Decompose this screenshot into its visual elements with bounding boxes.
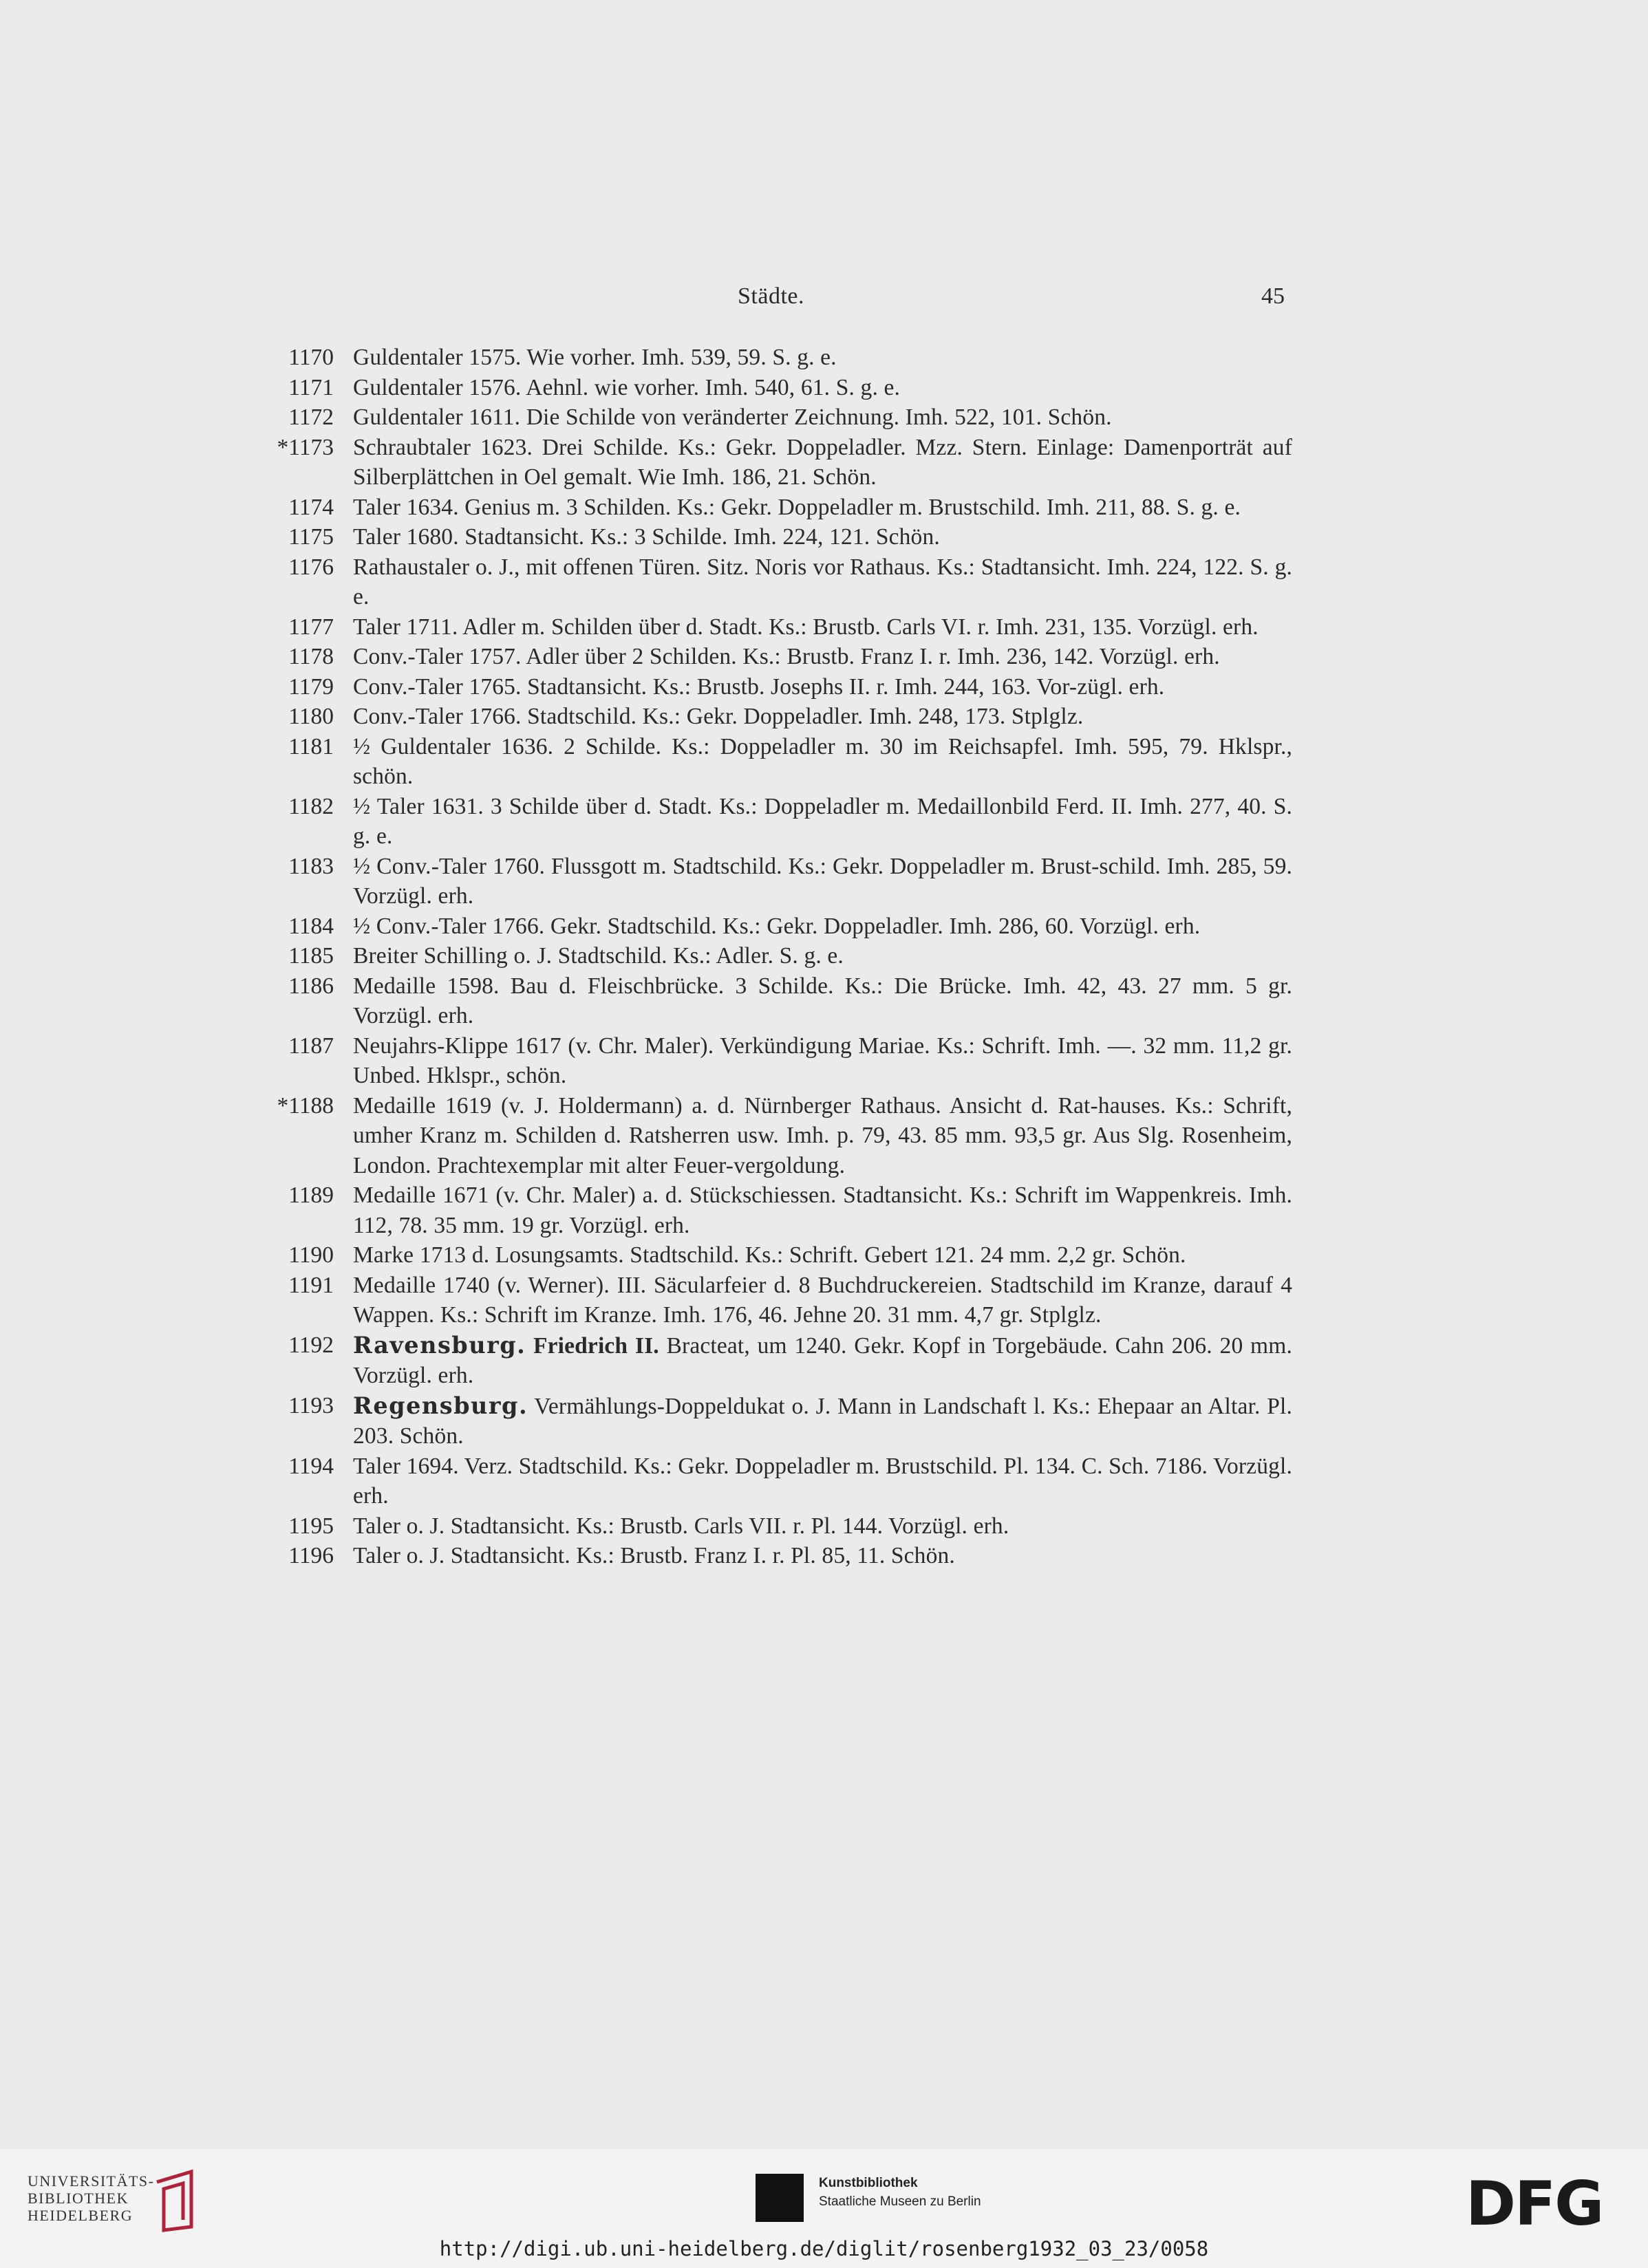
lot-description [353, 1091, 1292, 1181]
lot-number [0, 343, 334, 373]
lot-number-text: 1190 [288, 1242, 334, 1268]
description-text: Taler 1680. Stadtansicht. Ks.: 3 Schilde. Imh. 224, 121. Schön. [353, 524, 940, 550]
description-text: Taler o. J. Stadtansicht. Ks.: Brustb. Franz I. r. Pl. 85, 11. Schön. [353, 1543, 955, 1568]
lot-description [353, 792, 1292, 852]
catalog-entry [0, 1330, 1648, 1391]
lot-description [353, 852, 1292, 911]
lot-number-text: *1188 [277, 1092, 334, 1119]
catalog-entry [0, 1180, 1648, 1240]
description-text: Rathaustaler o. J., mit offenen Türen. Sitz. Noris vor Rathaus. Ks.: Stadtansicht. Imh. 224, 122. S. g. e. [353, 554, 1292, 609]
kb-subtitle: Staatliche Museen zu Berlin [819, 2194, 981, 2209]
lot-description [353, 1451, 1292, 1511]
lot-number-text: 1193 [288, 1392, 334, 1418]
description-text: ½ Guldentaler 1636. 2 Schilde. Ks.: Doppeladler m. 30 im Reichsapfel. Imh. 595, 79. Hklspr., schön. [353, 733, 1292, 789]
lot-number [0, 971, 334, 1002]
lot-number [0, 732, 334, 762]
description-text: Schraubtaler 1623. Drei Schilde. Ks.: Gekr. Doppeladler. Mzz. Stern. Einlage: Damenporträt auf Silberplättchen in Oel gemalt. Wie Imh. 186, 21. Schön. [353, 434, 1292, 490]
lot-description [353, 1541, 1292, 1571]
description-text: Bracteat, um 1240. Gekr. Kopf in Torgebäude. Cahn 206. 20 mm. Vorzügl. erh. [353, 1332, 1292, 1388]
lot-description [353, 373, 1292, 403]
lot-number [0, 672, 334, 702]
catalog-entry [0, 552, 1648, 612]
lot-description [353, 493, 1292, 523]
lot-number [0, 1091, 334, 1121]
running-title: Städte. [738, 283, 804, 309]
lot-number [0, 1511, 334, 1542]
lot-number-text: 1178 [288, 644, 334, 669]
catalog-entry [0, 702, 1648, 732]
catalog-entry [0, 732, 1648, 792]
lot-number-text: 1185 [288, 943, 334, 969]
lot-number-text: 1183 [288, 853, 334, 879]
lot-number [0, 1240, 334, 1271]
lot-number [0, 522, 334, 552]
catalog-entry [0, 1031, 1648, 1091]
lot-number-text: 1196 [288, 1543, 334, 1568]
lot-number-text: 1194 [288, 1453, 334, 1479]
catalog-entry [0, 792, 1648, 852]
catalog-entry [0, 911, 1648, 942]
catalog-entry [0, 672, 1648, 702]
catalog-entry [0, 343, 1648, 373]
lot-number-text: 1181 [288, 733, 334, 759]
dfg-logo: DFG [1466, 2168, 1603, 2239]
lot-number-text: 1179 [288, 673, 334, 700]
lot-description [353, 702, 1292, 732]
lot-number [0, 852, 334, 882]
uni-line: BIBLIOTHEK [28, 2190, 129, 2207]
lot-description [353, 433, 1292, 493]
lot-number-text: 1192 [288, 1332, 334, 1358]
description-text [526, 1333, 533, 1359]
description-text: ½ Conv.-Taler 1760. Flussgott m. Stadtschild. Ks.: Gekr. Doppeladler m. Brust-schild. Imh. 285, 59. Vorzügl. erh. [353, 853, 1292, 909]
kunstbibliothek-logo-icon [756, 2174, 804, 2222]
catalog-entry [0, 941, 1648, 971]
catalog-entry [0, 1240, 1648, 1271]
catalog-entry [0, 642, 1648, 672]
city-heading: Regensburg. [353, 1392, 528, 1419]
lot-number [0, 1180, 334, 1211]
lot-description [353, 1330, 1292, 1391]
description-text: Breiter Schilling o. J. Stadtschild. Ks.: Adler. S. g. e. [353, 943, 844, 969]
catalog-entry [0, 1541, 1648, 1571]
description-text: Conv.-Taler 1757. Adler über 2 Schilden. Ks.: Brustb. Franz I. r. Imh. 236, 142. Vorzügl. erh. [353, 644, 1220, 669]
lot-number [0, 702, 334, 732]
ruler-name: Friedrich II. [533, 1332, 659, 1359]
catalog-entry [0, 1511, 1648, 1542]
lot-number [0, 1451, 334, 1482]
lot-number [0, 402, 334, 433]
university-library-label [28, 2172, 155, 2224]
catalog-entry [0, 1391, 1648, 1451]
lot-number [0, 1031, 334, 1061]
lot-number [0, 941, 334, 971]
catalog-entries [0, 343, 1648, 1571]
lot-number-text: *1173 [277, 434, 334, 460]
kunstbibliothek-label [819, 2174, 981, 2211]
catalog-entry [0, 373, 1648, 403]
catalog-entry [0, 402, 1648, 433]
description-text: Guldentaler 1576. Aehnl. wie vorher. Imh. 540, 61. S. g. e. [353, 374, 901, 400]
kb-title: Kunstbibliothek [819, 2176, 918, 2190]
lot-number-text: 1170 [288, 345, 334, 370]
catalog-entry [0, 971, 1648, 1031]
lot-number-text: 1174 [288, 494, 334, 520]
lot-description [353, 1391, 1292, 1451]
lot-number-text: 1195 [288, 1513, 334, 1539]
description-text: Taler 1694. Verz. Stadtschild. Ks.: Gekr. Doppeladler m. Brustschild. Pl. 134. C. Sch. 7186. Vorzügl. erh. [353, 1453, 1292, 1509]
lot-description [353, 612, 1292, 642]
lot-description [353, 911, 1292, 942]
permalink-url[interactable]: http://digi.ub.uni-heidelberg.de/diglit/rosenberg1932_03_23/0058 [439, 2237, 1209, 2260]
lot-description [353, 941, 1292, 971]
lot-description [353, 672, 1292, 702]
lot-number [0, 552, 334, 583]
lot-description [353, 971, 1292, 1031]
description-text: Medaille 1740 (v. Werner). III. Säcularfeier d. 8 Buchdruckereien. Stadtschild im Kranze, darauf 4 Wappen. Ks.: Schrift im Kranze. Imh. 176, 46. Jehne 20. 31 mm. 4,7 gr. Stplglz. [353, 1272, 1292, 1328]
lot-number [0, 792, 334, 822]
lot-number-text: 1180 [288, 704, 334, 729]
lot-number [0, 1541, 334, 1571]
catalog-entry [0, 852, 1648, 911]
catalog-entry [0, 522, 1648, 552]
lot-number-text: 1175 [288, 524, 334, 550]
lot-number-text: 1177 [288, 614, 334, 640]
viewer-footer [0, 2149, 1648, 2268]
lot-number [0, 911, 334, 942]
city-heading: Ravensburg. [353, 1331, 526, 1359]
lot-number [0, 433, 334, 463]
description-text: ½ Conv.-Taler 1766. Gekr. Stadtschild. Ks.: Gekr. Doppeladler. Imh. 286, 60. Vorzügl. erh. [353, 913, 1201, 939]
catalog-entry [0, 612, 1648, 642]
lot-description [353, 642, 1292, 672]
lot-description [353, 732, 1292, 792]
catalog-entry [0, 1451, 1648, 1511]
lot-number-text: 1182 [288, 793, 334, 819]
lot-description [353, 1180, 1292, 1240]
lot-number-text: 1189 [288, 1182, 334, 1208]
lot-number [0, 612, 334, 642]
lot-number-text: 1176 [288, 554, 334, 580]
page-header [0, 283, 1648, 318]
lot-number [0, 642, 334, 672]
lot-number [0, 1391, 334, 1421]
description-text: Taler 1634. Genius m. 3 Schilden. Ks.: Gekr. Doppeladler m. Brustschild. Imh. 211, 88. S. g. e. [353, 494, 1241, 520]
lot-number-text: 1186 [288, 973, 334, 999]
lot-number [0, 1271, 334, 1301]
university-logo-icon [150, 2168, 205, 2234]
description-text: Taler 1711. Adler m. Schilden über d. Stadt. Ks.: Brustb. Carls VI. r. Imh. 231, 135. Vorzügl. erh. [353, 614, 1259, 640]
description-text: Guldentaler 1575. Wie vorher. Imh. 539, 59. S. g. e. [353, 345, 837, 370]
description-text: ½ Taler 1631. 3 Schilde über d. Stadt. Ks.: Doppeladler m. Medaillonbild Ferd. II. Imh. 277, 40. S. g. e. [353, 793, 1292, 849]
lot-number [0, 1330, 334, 1361]
lot-number-text: 1187 [288, 1033, 334, 1059]
description-text: Conv.-Taler 1765. Stadtansicht. Ks.: Brustb. Josephs II. r. Imh. 244, 163. Vor-zügl. erh. [353, 673, 1165, 700]
lot-description [353, 1511, 1292, 1542]
description-text: Conv.-Taler 1766. Stadtschild. Ks.: Gekr. Doppeladler. Imh. 248, 173. Stplglz. [353, 704, 1084, 729]
uni-line: UNIVERSITÄTS- [28, 2172, 155, 2190]
description-text: Taler o. J. Stadtansicht. Ks.: Brustb. Carls VII. r. Pl. 144. Vorzügl. erh. [353, 1513, 1009, 1539]
description-text: Vermählungs-Doppeldukat o. J. Mann in Landschaft l. Ks.: Ehepaar an Altar. Pl. 203. Schön. [353, 1393, 1292, 1449]
lot-number-text: 1171 [288, 374, 334, 400]
catalog-entry [0, 493, 1648, 523]
page-number: 45 [1261, 283, 1285, 309]
catalog-entry [0, 1271, 1648, 1330]
description-text: Medaille 1619 (v. J. Holdermann) a. d. Nürnberger Rathaus. Ansicht d. Rat-hauses. Ks.: Schrift, umher Kranz m. Schilden d. Ratsherren usw. Imh. p. 79, 43. 85 mm. 93,5 gr. Aus Slg. Rosenheim, London. Prachtexemplar mit alter Feuer-vergoldung. [353, 1092, 1292, 1178]
uni-line: HEIDELBERG [28, 2207, 133, 2224]
lot-description [353, 522, 1292, 552]
lot-number [0, 493, 334, 523]
lot-description [353, 343, 1292, 373]
lot-description [353, 1240, 1292, 1271]
catalog-entry [0, 433, 1648, 493]
lot-number-text: 1172 [288, 404, 334, 430]
lot-number-text: 1191 [288, 1272, 334, 1298]
lot-description [353, 1271, 1292, 1330]
lot-description [353, 552, 1292, 612]
lot-number [0, 373, 334, 403]
description-text: Neujahrs-Klippe 1617 (v. Chr. Maler). Verkündigung Mariae. Ks.: Schrift. Imh. —. 32 mm. 11,2 gr. Unbed. Hklspr., schön. [353, 1033, 1292, 1088]
description-text: Medaille 1598. Bau d. Fleischbrücke. 3 Schilde. Ks.: Die Brücke. Imh. 42, 43. 27 mm. 5 gr. Vorzügl. erh. [353, 973, 1292, 1028]
description-text: Medaille 1671 (v. Chr. Maler) a. d. Stückschiessen. Stadtansicht. Ks.: Schrift im Wappenkreis. Imh. 112, 78. 35 mm. 19 gr. Vorzügl. erh. [353, 1182, 1292, 1238]
description-text: Marke 1713 d. Losungsamts. Stadtschild. Ks.: Schrift. Gebert 121. 24 mm. 2,2 gr. Schön. [353, 1242, 1186, 1268]
lot-description [353, 402, 1292, 433]
lot-description [353, 1031, 1292, 1091]
lot-number-text: 1184 [288, 913, 334, 939]
description-text: Guldentaler 1611. Die Schilde von veränderter Zeichnung. Imh. 522, 101. Schön. [353, 404, 1112, 430]
catalog-entry [0, 1091, 1648, 1181]
